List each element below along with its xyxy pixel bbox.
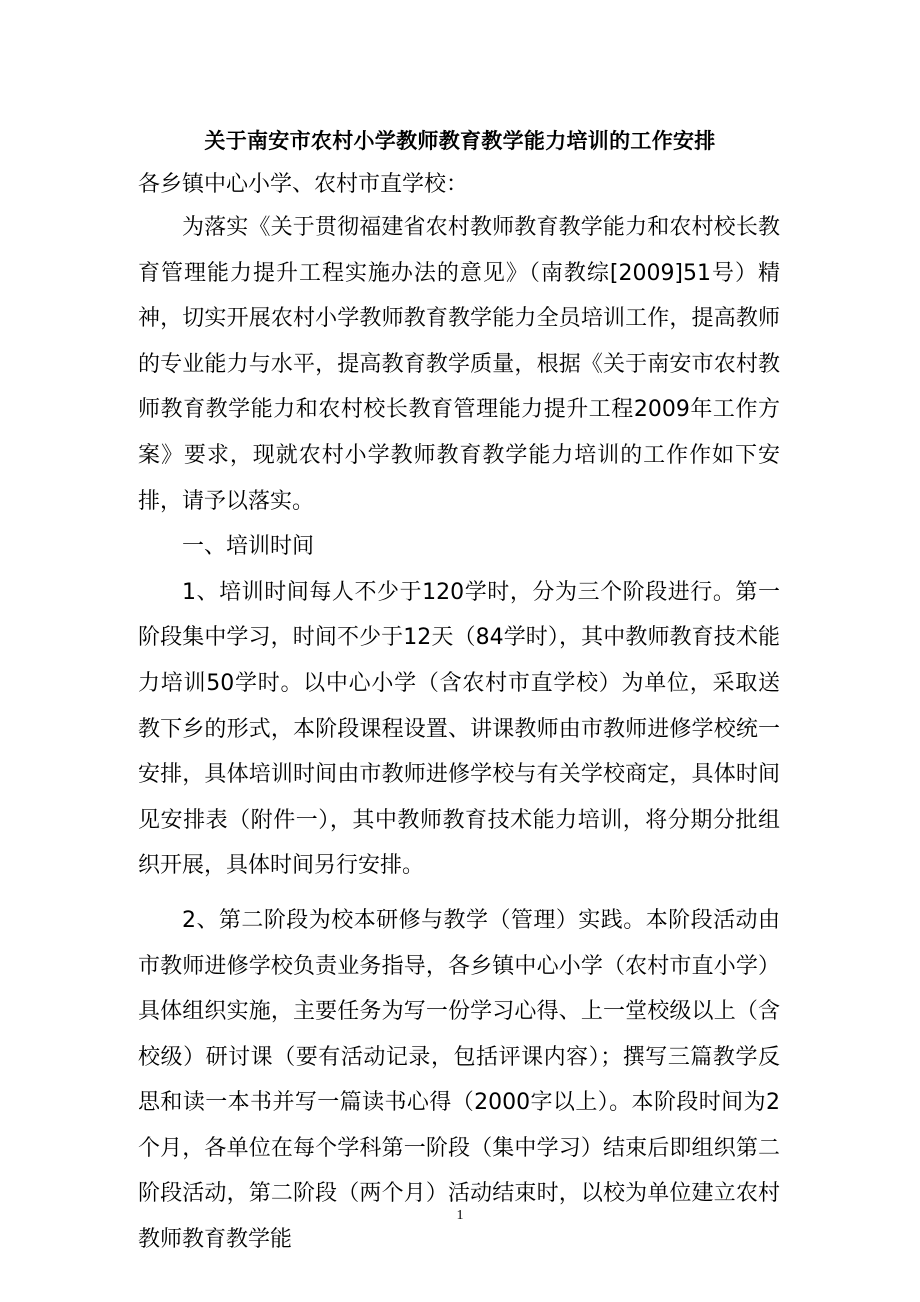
- page-number: 1: [456, 1208, 464, 1223]
- paragraph-item-1: 1、培训时间每人不少于120学时，分为三个阶段进行。第一阶段集中学习，时间不少于12天（84学时），其中教师教育技术能力培训50学时。以中心小学（含农村市直学校）为单位，采取送教下乡的形式，本阶段课程设置、讲课教师由市教师进修学校统一安排，具体培训时间由市教师进修学校与有关学校商定，具体时间见安排表（附件一），其中教师教育技术能力培训，将分期分批组织开展，具体时间另行安排。: [138, 579, 780, 879]
- document-title: 关于南安市农村小学教师教育教学能力培训的工作安排: [204, 129, 716, 153]
- document-body: [138, 205, 780, 1263]
- paragraph-item-2: 2、第二阶段为校本研修与教学（管理）实践。本阶段活动由市教师进修学校负责业务指导，各乡镇中心小学（农村市直小学）具体组织实施，主要任务为写一份学习心得、上一堂校级以上（含校级）研讨课（要有活动记录，包括评课内容）；撰写三篇教学反思和读一本书并写一篇读书心得（2000字以上）。本阶段时间为2个月，各单位在每个学科第一阶段（集中学习）结束后即组织第二阶段活动，第二阶段（两个月）活动结束时，以校为单位建立农村教师教育教学能: [138, 907, 780, 1253]
- paragraph-intro: 为落实《关于贯彻福建省农村教师教育教学能力和农村校长教育管理能力提升工程实施办法的意见》（南教综[2009]51号）精神，切实开展农村小学教师教育教学能力全员培训工作，提高教师的专业能力与水平，提高教育教学质量，根据《关于南安市农村教师教育教学能力和农村校长教育管理能力提升工程2009年工作方案》要求，现就农村小学教师教育教学能力培训的工作作如下安排，请予以落实。: [138, 215, 780, 514]
- section-heading-training-time: 一、培训时间: [182, 534, 315, 560]
- document-salutation: 各乡镇中心小学、农村市直学校：: [138, 172, 469, 197]
